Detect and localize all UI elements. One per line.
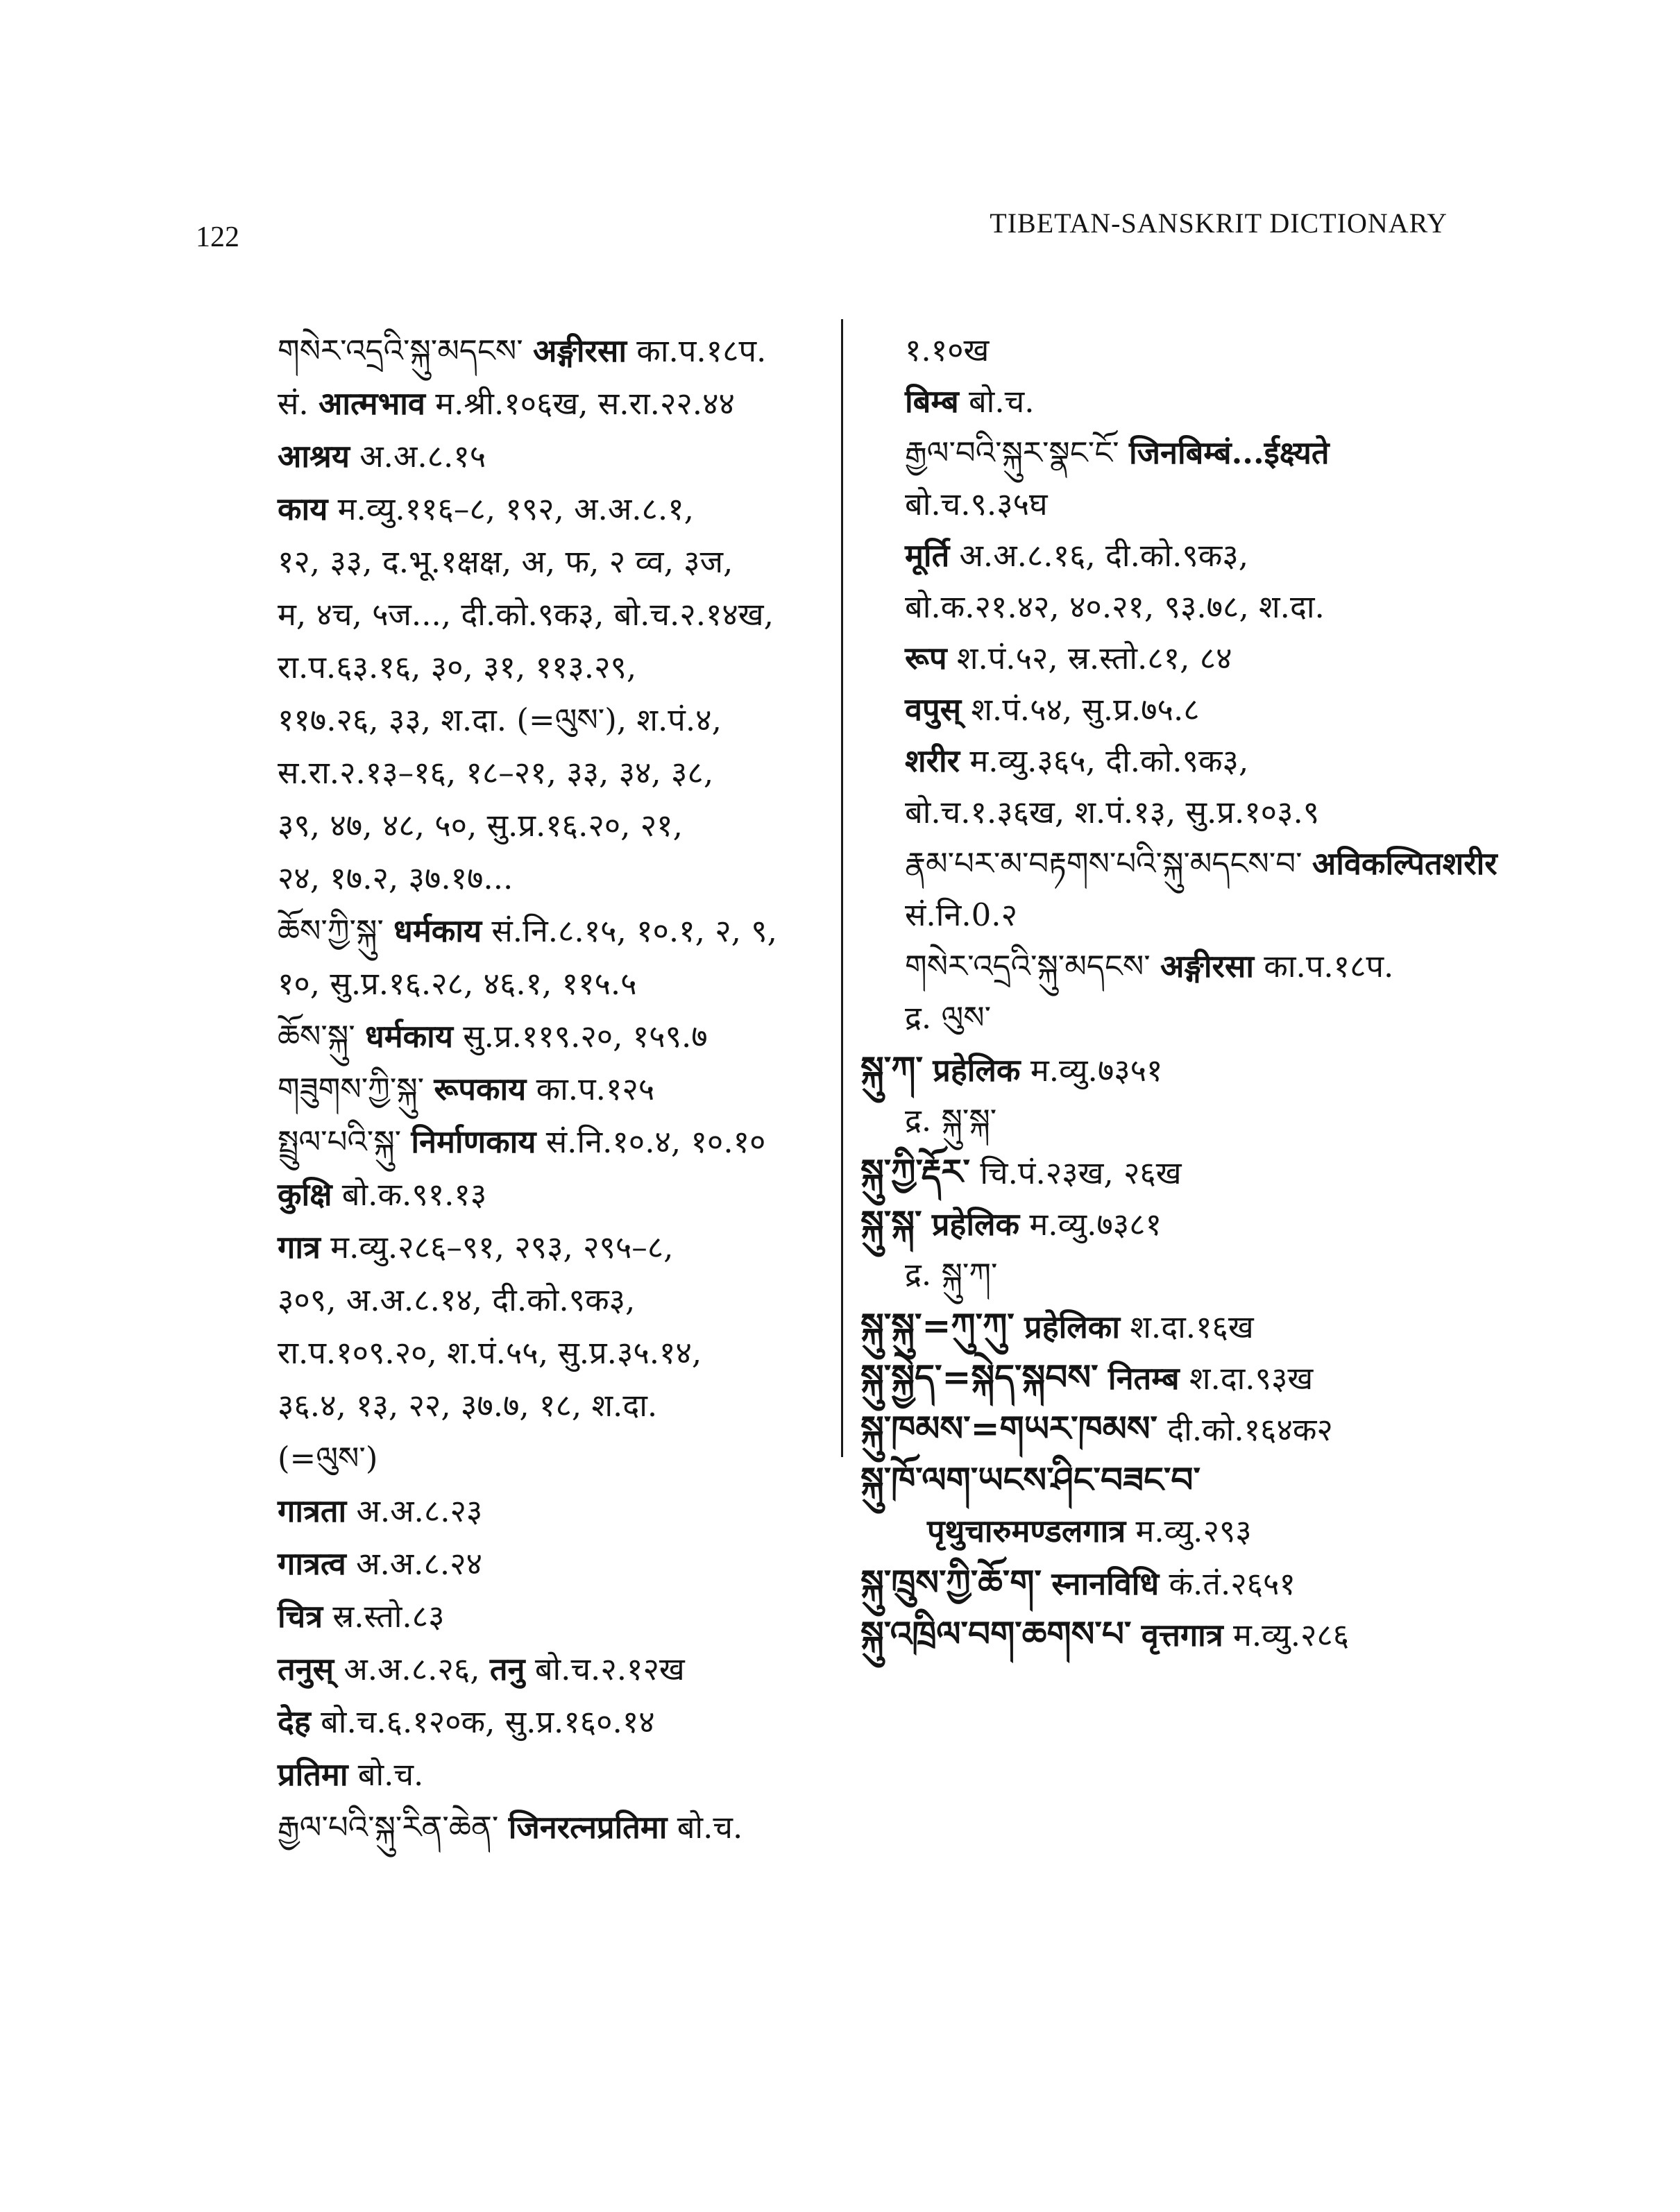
dictionary-line	[860, 1608, 1457, 1660]
reference-text: का.प.१८प.	[636, 332, 767, 369]
sanskrit-headword: स्नानविधि	[1051, 1565, 1160, 1602]
dictionary-line	[860, 1095, 1457, 1146]
dictionary-line	[278, 1538, 833, 1590]
dictionary-line	[278, 1379, 833, 1432]
reference-text: म.व्यु.२८६–९१, २९३, २९५–८,	[330, 1229, 674, 1266]
sanskrit-headword: अङ्गीरसा	[532, 332, 627, 369]
tibetan-term: སྐུ་སྐུ་=ཀུ་ཀུ་	[860, 1305, 1015, 1346]
dictionary-line	[860, 787, 1457, 838]
reference-text: ३९, ४७, ४८, ५०, सु.प्र.१६.२०, २१,	[278, 807, 683, 844]
sanskrit-headword: जिनरत्नप्रतिमा	[508, 1809, 668, 1846]
sanskrit-headword: काय	[278, 491, 328, 527]
reference-text: बो.च.६.१२०क, सु.प्र.१६०.१४	[321, 1703, 655, 1740]
running-head: TIBETAN-SANSKRIT DICTIONARY	[990, 207, 1448, 239]
reference-text: द्र. ལུས་	[905, 999, 992, 1036]
dictionary-line	[860, 941, 1457, 992]
dictionary-line	[278, 588, 833, 641]
reference-text: का.प.१८प.	[1264, 948, 1394, 985]
dictionary-line	[278, 1116, 833, 1168]
reference-text: सं.नि.0.२	[905, 896, 1017, 933]
dictionary-line	[278, 1432, 833, 1485]
reference-text: दी.को.१६४क२	[1167, 1411, 1333, 1448]
dictionary-line	[860, 427, 1457, 479]
dictionary-line	[860, 735, 1457, 787]
reference-text: कं.तं.२६५१	[1169, 1565, 1296, 1602]
reference-text: स.रा.२.१३–१६, १८–२१, ३३, ३४, ३८,	[278, 754, 714, 791]
dictionary-line	[278, 694, 833, 747]
reference-text: बो.च.१.३६ख, श.पं.१३, सु.प्र.१०३.९	[905, 794, 1320, 831]
dictionary-line	[278, 483, 833, 536]
sanskrit-headword: नितम्ब	[1108, 1360, 1180, 1397]
dictionary-line	[860, 633, 1457, 684]
sanskrit-headword: चित्र	[278, 1598, 323, 1635]
sanskrit-headword: पृथुचारुमण्डलगात्र	[927, 1513, 1126, 1549]
dictionary-line	[278, 1274, 833, 1327]
reference-text: बो.च.	[357, 1756, 424, 1793]
dictionary-line	[278, 1221, 833, 1274]
reference-text: चि.पं.२३ख, २६ख	[980, 1155, 1182, 1191]
tibetan-term: རྒྱལ་པའི་སྐུ་རིན་ཆེན་	[278, 1809, 499, 1846]
reference-text: का.प.१२५	[536, 1071, 655, 1107]
dictionary-line	[278, 905, 833, 958]
reference-text: म, ४च, ५ज..., दी.को.९क३, बो.च.२.१४ख,	[278, 596, 774, 633]
reference-text: सं.नि.१०.४, १०.१०	[545, 1123, 766, 1160]
reference-text: बो.च.	[677, 1809, 743, 1846]
reference-text: अ.अ.८.२६,	[343, 1651, 480, 1687]
reference-text: बो.च.	[968, 383, 1035, 420]
dictionary-line	[278, 430, 833, 483]
tibetan-term: རྣམ་པར་མ་བརྟགས་པའི་སྐུ་མདངས་བ་	[905, 845, 1303, 882]
tibetan-term: སྐུ་སྐ་	[860, 1202, 922, 1243]
tibetan-term: སྐུ་སྐྱེད་=སྐེད་སྐབས་	[860, 1356, 1098, 1397]
dictionary-line	[278, 1696, 833, 1749]
reference-text: बो.क.२१.४२, ४०.२१, ९३.७८, श.दा.	[905, 588, 1325, 625]
tibetan-term: གསེར་འདྲའི་སྐུ་མདངས་	[278, 332, 523, 369]
sanskrit-headword: आत्मभाव	[319, 385, 425, 422]
dictionary-line	[860, 1506, 1457, 1557]
tibetan-term: གཟུགས་ཀྱི་སྐུ་	[278, 1071, 425, 1107]
sanskrit-headword: गात्रत्व	[278, 1545, 346, 1582]
dictionary-line	[860, 1352, 1457, 1403]
sanskrit-headword: तनु	[489, 1651, 525, 1687]
dictionary-line	[860, 376, 1457, 427]
dictionary-line	[278, 1590, 833, 1643]
tibetan-term: སྐུ་ཁམས་=གཡར་ཁམས་	[860, 1408, 1157, 1449]
reference-text: ११७.२६, ३३, श.दा. (=ལུས་), श.पं.४,	[278, 701, 722, 738]
sanskrit-headword: प्रहेलिक	[931, 1206, 1020, 1243]
reference-text: अ.अ.८.२३	[356, 1492, 483, 1529]
tibetan-term: ཆོས་ཀྱི་སྐུ་	[278, 912, 384, 949]
sanskrit-headword: वपुस्	[905, 691, 962, 728]
reference-text: १२, ३३, द.भू.१क्षक्ष, अ, फ, २ व्व, ३ज,	[278, 543, 733, 580]
reference-text: बो.च.९.३५घ	[905, 486, 1048, 522]
sanskrit-headword: रूप	[905, 640, 947, 677]
dictionary-line	[860, 890, 1457, 941]
sanskrit-headword: जिनबिम्बं...ईक्ष्यते	[1128, 434, 1330, 471]
dictionary-line	[860, 1300, 1457, 1352]
dictionary-line	[278, 325, 833, 377]
reference-text: सं.	[278, 385, 309, 422]
dictionary-line	[860, 992, 1457, 1044]
dictionary-line	[860, 838, 1497, 890]
page-number: 122	[196, 221, 239, 253]
reference-text: २४, १७.२, ३७.१७...	[278, 860, 514, 896]
reference-text: म.श्री.१०६ख, स.रा.२२.४४	[435, 385, 735, 422]
sanskrit-headword: वृत्तगात्र	[1141, 1617, 1223, 1653]
dictionary-line	[860, 581, 1457, 633]
sanskrit-headword: प्रहेलिका	[1024, 1309, 1120, 1345]
sanskrit-headword: निर्माणकाय	[411, 1123, 536, 1160]
dictionary-line	[860, 1198, 1457, 1249]
dictionary-line	[278, 1801, 833, 1854]
dictionary-line	[860, 530, 1457, 581]
reference-text: द्र. སྐུ་ཀ་	[905, 1256, 998, 1293]
reference-text: (=ལུས་)	[278, 1440, 378, 1477]
sanskrit-headword: गात्र	[278, 1229, 321, 1266]
sanskrit-headword: धर्मकाय	[393, 912, 482, 949]
sanskrit-headword: धर्मकाय	[365, 1018, 453, 1055]
reference-text: रा.प.६३.१६, ३०, ३१, ११३.२९,	[278, 649, 637, 686]
dictionary-line	[860, 1249, 1457, 1300]
reference-text: अ.अ.८.१६, दी.को.९क३,	[959, 537, 1249, 574]
sanskrit-headword: कुक्षि	[278, 1176, 332, 1213]
reference-text: सं.नि.८.१५, १०.१, २, ९,	[491, 912, 777, 949]
column-rule	[841, 319, 843, 1457]
dictionary-line	[278, 1010, 833, 1063]
dictionary-line	[860, 479, 1457, 530]
sanskrit-headword: देह	[278, 1703, 311, 1740]
tibetan-term: སྐུ་ཁྲུས་ཀྱི་ཆོ་ག་	[860, 1562, 1042, 1603]
sanskrit-headword: प्रहेलिक	[933, 1052, 1021, 1089]
dictionary-line	[860, 684, 1457, 735]
tibetan-term: སྐུ་ཀ་	[860, 1048, 923, 1089]
sanskrit-headword: अविकल्पितशरीर	[1312, 845, 1497, 882]
dictionary-line	[860, 1044, 1457, 1095]
reference-text: सु.प्र.११९.२०, १५९.७	[463, 1018, 708, 1055]
tibetan-term: སྐུ་འཁྲིལ་བག་ཆགས་པ་	[860, 1613, 1132, 1654]
tibetan-term: གསེར་འདྲའི་སྐུ་མདངས་	[905, 948, 1151, 985]
left-column	[278, 325, 833, 1854]
reference-text: स्र.स्तो.८३	[332, 1598, 445, 1635]
dictionary-line	[278, 377, 833, 430]
sanskrit-headword: तनुस्	[278, 1651, 334, 1687]
dictionary-line	[860, 1454, 1457, 1506]
tibetan-term: སྤྲུལ་པའི་སྐུ་	[278, 1123, 402, 1160]
reference-text: म.व्यु.२८६	[1232, 1617, 1350, 1653]
dictionary-line	[860, 1146, 1457, 1198]
reference-text: श.पं.५४, सु.प्र.७५.८	[971, 691, 1200, 728]
sanskrit-headword: शरीर	[905, 742, 960, 779]
reference-text: ३०९, अ.अ.८.१४, दी.को.९क३,	[278, 1282, 636, 1318]
right-column	[860, 325, 1497, 1660]
dictionary-line	[860, 1557, 1457, 1608]
sanskrit-headword: अङ्गीरसा	[1160, 948, 1254, 985]
tibetan-term: སྐུ་ཀྱི་རྡོར་	[860, 1151, 971, 1192]
sanskrit-headword: रूपकाय	[434, 1071, 527, 1107]
reference-text: म.व्यु.३६५, दी.को.९क३,	[969, 742, 1249, 779]
dictionary-line	[278, 1327, 833, 1379]
reference-text: म.व्यु.११६–८, १९२, अ.अ.८.१,	[337, 491, 694, 527]
sanskrit-headword: प्रतिमा	[278, 1756, 348, 1793]
reference-text: बो.च.२.१२ख	[534, 1651, 685, 1687]
dictionary-line	[278, 1643, 833, 1696]
reference-text: अ.अ.८.२४	[356, 1545, 482, 1582]
dictionary-line	[278, 958, 833, 1010]
dictionary-line	[278, 1168, 833, 1221]
reference-text: अ.अ.८.१५	[359, 438, 486, 475]
tibetan-term: རྒྱལ་བའི་སྐུར་སྣང་ངོ་	[905, 434, 1119, 471]
dictionary-line	[860, 1403, 1457, 1454]
reference-text: बो.क.९१.१३	[341, 1176, 487, 1213]
reference-text: १.१०ख	[905, 332, 990, 368]
dictionary-line	[278, 1485, 833, 1538]
tibetan-term: སྐུ་ཁོ་ལག་ཡངས་ཤིང་བཟང་བ་	[860, 1459, 1200, 1500]
tibetan-term: ཆོས་སྐུ་	[278, 1018, 355, 1055]
reference-text: श.पं.५२, स्र.स्तो.८१, ८४	[956, 640, 1232, 677]
dictionary-line	[278, 747, 833, 799]
reference-text: म.व्यु.७३५१	[1030, 1052, 1163, 1089]
reference-text: म.व्यु.२९३	[1135, 1513, 1252, 1549]
dictionary-line	[278, 852, 833, 905]
reference-text: रा.प.१०९.२०, श.पं.५५, सु.प्र.३५.१४,	[278, 1334, 702, 1371]
sanskrit-headword: आश्रय	[278, 438, 350, 475]
dictionary-line	[278, 1063, 833, 1116]
dictionary-line	[278, 799, 833, 852]
dictionary-line	[278, 641, 833, 694]
reference-text: द्र. སྐུ་སྐ་	[905, 1102, 997, 1139]
reference-text: ३६.४, १३, २२, ३७.७, १८, श.दा.	[278, 1387, 658, 1424]
reference-text: श.दा.१६ख	[1130, 1309, 1254, 1345]
sanskrit-headword: बिम्ब	[905, 383, 959, 420]
sanskrit-headword: मूर्ति	[905, 537, 950, 574]
sanskrit-headword: गात्रता	[278, 1492, 347, 1529]
reference-text: श.दा.९३ख	[1189, 1360, 1314, 1397]
dictionary-line	[278, 1749, 833, 1801]
reference-text: १०, सु.प्र.१६.२८, ४६.१, ११५.५	[278, 965, 637, 1002]
reference-text: म.व्यु.७३८१	[1029, 1206, 1162, 1243]
dictionary-line	[860, 325, 1457, 376]
dictionary-line	[278, 536, 833, 588]
